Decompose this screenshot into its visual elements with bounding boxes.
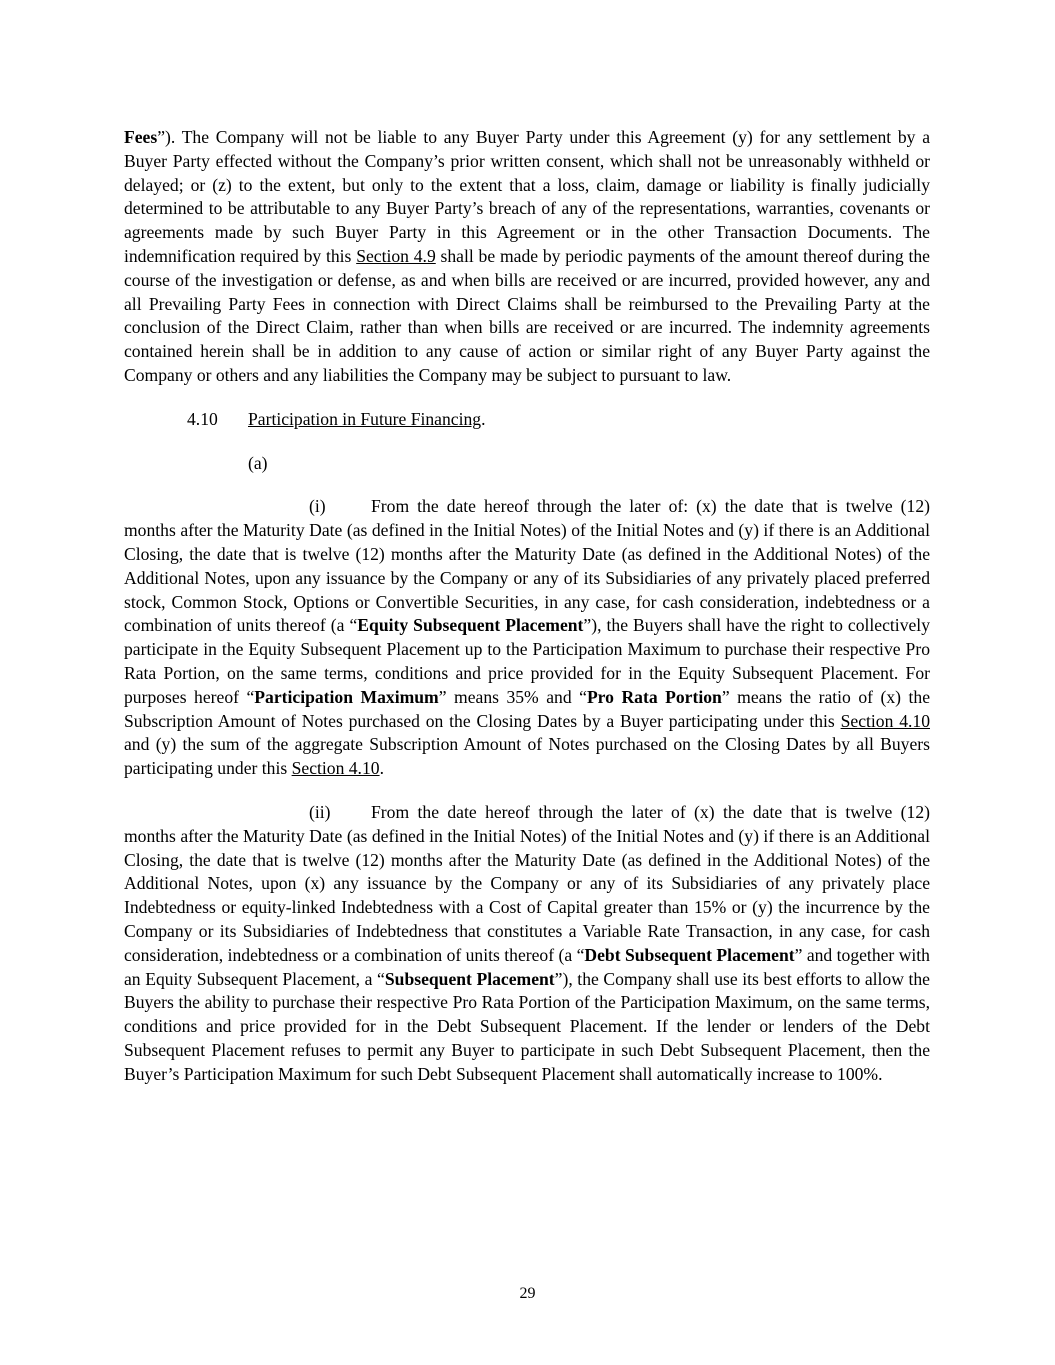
defined-term: Equity Subsequent Placement (357, 615, 584, 636)
defined-term: Subsequent Placement (384, 968, 555, 989)
paragraph-text: ” means the ratio of (x) the Subscription Amount of Notes purchased on the Closing Dates by a Buyer participating under this (124, 686, 931, 731)
section-reference: Section 4.10 (840, 710, 930, 731)
paragraph-i (124, 495, 930, 781)
paragraph-text: and (y) the sum of the aggregate Subscription Amount of Notes purchased on the Closing Dates by all Buyers participating under this (124, 734, 930, 779)
paragraph-text: From the date hereof through the later of: (x) the date that is twelve (12) months after the Maturity Date (as defined in the Initial Notes) of the Initial Notes and (y) if there is an Additional Closing, the date that is twelve (12) months after the Maturity Date (as defined in the Additional Notes) of the Additional Notes, upon any issuance by the Company or any of its Subsidiaries of any privately placed preferred stock, Common Stock, Options or Convertible Securities, in any case, for cash consideration, indebtedness or a combination of units thereof (a “ (124, 496, 930, 636)
section-title: Participation in Future Financing (248, 408, 482, 429)
clause-label-i: (i) (309, 496, 326, 517)
paragraph-text: ” means 35% and “ (438, 686, 587, 707)
paragraph-text: shall be made by periodic payments of the amount thereof during the course of the investigation or defense, as and when bills are received or are incurred, provided however, any and all Prevailing Party Fees in connection with Direct Claims shall be reimbursed to the Prevailing Party at the conclusion of the Direct Claim, rather than when bills are received or are incurred. The indemnity agreements contained herein shall be in addition to any cause of action or similar right of any Buyer Party against the Company or others and any liabilities the Company may be subject to pursuant to law. (124, 245, 930, 385)
section-reference: Section 4.9 (356, 245, 436, 266)
paragraph-text: ”). The Company will not be liable to any Buyer Party under this Agreement (y) for any settlement by a Buyer Party effected without the Company’s prior written consent, which shall not be unreasonably withheld or delayed; or (z) to the extent, but only to the extent that a loss, claim, damage or liability is finally judicially determined to be attributable to any Buyer Party’s breach of any of the representations, warranties, covenants or agreements made by such Buyer Party in this Agreement or in the other Transaction Documents. The indemnification required by this (124, 127, 930, 266)
defined-term: Pro Rata Portion (586, 686, 722, 707)
paragraph-indemnification-continued (124, 126, 930, 388)
section-heading (124, 408, 930, 432)
section-number: 4.10 (187, 408, 218, 429)
page-number: 29 (519, 1285, 536, 1302)
section-title-period: . (481, 408, 486, 429)
paragraph-text: ”), the Buyers shall have the right to collectively participate in the Equity Subsequent Placement up to the Participation Maximum to purchase their respective Pro Rata Portion, on the same terms, conditions and price provided for in the Equity Subsequent Placement. For purposes hereof “ (124, 615, 930, 707)
defined-term: Fees (124, 127, 158, 147)
paragraph-ii (124, 801, 930, 1087)
defined-term: Participation Maximum (254, 686, 439, 707)
paragraph-text: ”), the Company shall use its best efforts to allow the Buyers the ability to purchase their respective Pro Rata Portion of the Participation Maximum, on the same terms, conditions and price provided for in the Debt Subsequent Placement. If the lender or lenders of the Debt Subsequent Placement refuses to permit any Buyer to participate in such Debt Subsequent Placement, then the Buyer’s Participation Maximum for such Debt Subsequent Placement shall automatically increase to 100%. (124, 968, 930, 1084)
clause-label-ii: (ii) (309, 801, 331, 822)
subsection-label-a: (a) (248, 452, 268, 473)
paragraph-text: ” and together with an Equity Subsequent Placement, a “ (124, 944, 930, 989)
paragraph-text: . (379, 758, 384, 779)
document-body (124, 126, 930, 1086)
defined-term: Debt Subsequent Placement (584, 944, 795, 965)
section-reference: Section 4.10 (291, 758, 380, 779)
paragraph-text: From the date hereof through the later of (x) the date that is twelve (12) months after the Maturity Date (as defined in the Initial Notes) of the Initial Notes and (y) if there is an Additional Closing, the date that is twelve (12) months after the Maturity Date (as defined in the Additional Notes) of the Additional Notes, upon (x) any issuance by the Company or any of its Subsidiaries of any privately place Indebtedness or equity-linked Indebtedness with a Cost of Capital greater than 15% or (y) the incurrence by the Company or its Subsidiaries of Indebtedness that constitutes a Variable Rate Transaction, in any case, for cash consideration, indebtedness or a combination of units thereof (a “ (124, 801, 930, 965)
